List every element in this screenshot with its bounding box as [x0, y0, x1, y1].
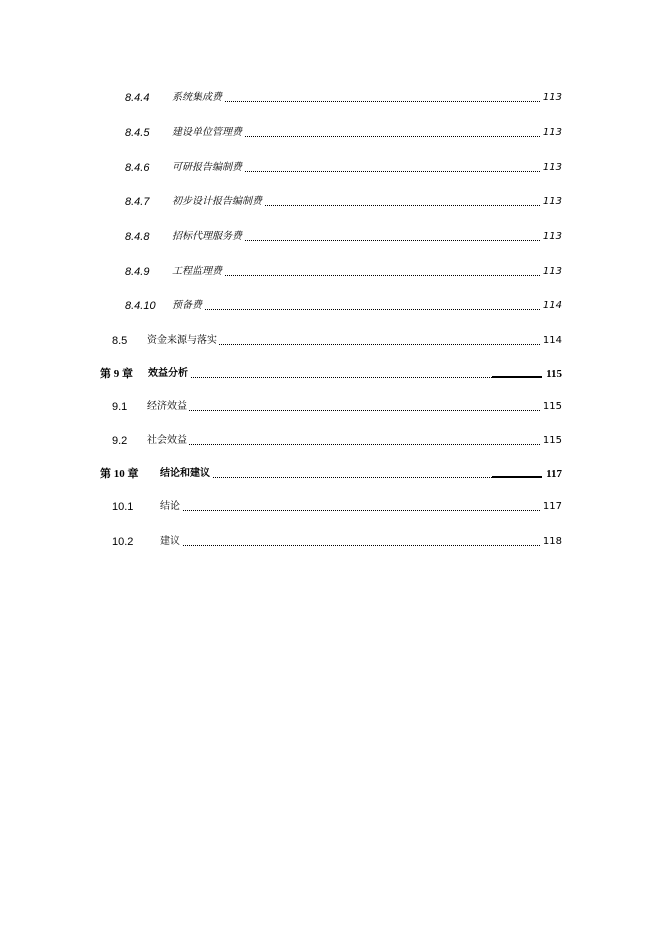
toc-entry[interactable]	[0, 264, 662, 280]
toc-entry[interactable]	[0, 466, 662, 482]
toc-page-number: 113	[541, 90, 562, 106]
leader-rule	[492, 476, 542, 478]
toc-entry[interactable]	[0, 333, 662, 349]
toc-page-number: 118	[541, 534, 562, 550]
toc-number: 9.1	[112, 401, 128, 413]
leader-rule	[492, 376, 542, 378]
toc-title: 效益分析	[148, 366, 190, 382]
dot-leader	[147, 444, 544, 445]
toc-entry[interactable]	[0, 229, 662, 245]
dot-leader	[160, 510, 544, 511]
toc-entry[interactable]	[0, 90, 662, 106]
toc-page-number: 115	[546, 368, 562, 380]
dot-leader	[172, 101, 544, 102]
toc-page-number: 117	[541, 499, 562, 515]
toc-title: 结论和建议	[160, 466, 212, 482]
dot-leader	[147, 410, 544, 411]
toc-title: 建议	[160, 534, 182, 550]
toc-number: 10.1	[112, 501, 134, 513]
toc-number: 8.4.9	[125, 266, 150, 278]
toc-title: 招标代理服务费	[172, 229, 244, 245]
dot-leader	[160, 477, 542, 478]
toc-number: 9.2	[112, 435, 128, 447]
toc-page-number: 115	[541, 399, 562, 415]
toc-page-number: 117	[546, 468, 562, 480]
toc-title: 结论	[160, 499, 182, 515]
toc-entry[interactable]	[0, 399, 662, 415]
dot-leader	[172, 309, 544, 310]
toc-page-number: 113	[541, 194, 562, 210]
toc-entry[interactable]	[0, 534, 662, 550]
toc-title: 系统集成费	[172, 90, 224, 106]
toc-number: 第 9 章	[100, 368, 133, 380]
toc-entry[interactable]	[0, 194, 662, 210]
toc-number: 8.4.8	[125, 231, 150, 243]
toc-title: 初步设计报告编制费	[172, 194, 264, 210]
toc-title: 工程监理费	[172, 264, 224, 280]
toc-page-number: 113	[541, 229, 562, 245]
dot-leader	[172, 275, 544, 276]
toc-number: 8.5	[112, 335, 128, 347]
toc-entry[interactable]	[0, 499, 662, 515]
toc-entry[interactable]	[0, 433, 662, 449]
dot-leader	[148, 377, 542, 378]
toc-title: 预备费	[172, 298, 204, 314]
toc-title: 可研报告编制费	[172, 160, 244, 176]
toc-entry[interactable]	[0, 125, 662, 141]
toc-page-number: 113	[541, 125, 562, 141]
toc-entry[interactable]	[0, 160, 662, 176]
toc-page-number: 114	[541, 333, 562, 349]
toc-number: 第 10 章	[100, 468, 139, 480]
toc-number: 10.2	[112, 536, 134, 548]
toc-title: 建设单位管理费	[172, 125, 244, 141]
toc-number: 8.4.10	[125, 300, 156, 312]
toc-title: 经济效益	[147, 399, 189, 415]
dot-leader	[160, 545, 544, 546]
toc-number: 8.4.6	[125, 162, 150, 174]
toc-page-number: 114	[541, 298, 562, 314]
toc-title: 资金来源与落实	[147, 333, 219, 349]
toc-page-number: 115	[541, 433, 562, 449]
toc-entry[interactable]	[0, 298, 662, 314]
toc-number: 8.4.7	[125, 196, 150, 208]
toc-page-number: 113	[541, 264, 562, 280]
toc-number: 8.4.5	[125, 127, 150, 139]
toc-title: 社会效益	[147, 433, 189, 449]
toc-number: 8.4.4	[125, 92, 150, 104]
toc-entry[interactable]	[0, 366, 662, 382]
toc-page-number: 113	[541, 160, 562, 176]
